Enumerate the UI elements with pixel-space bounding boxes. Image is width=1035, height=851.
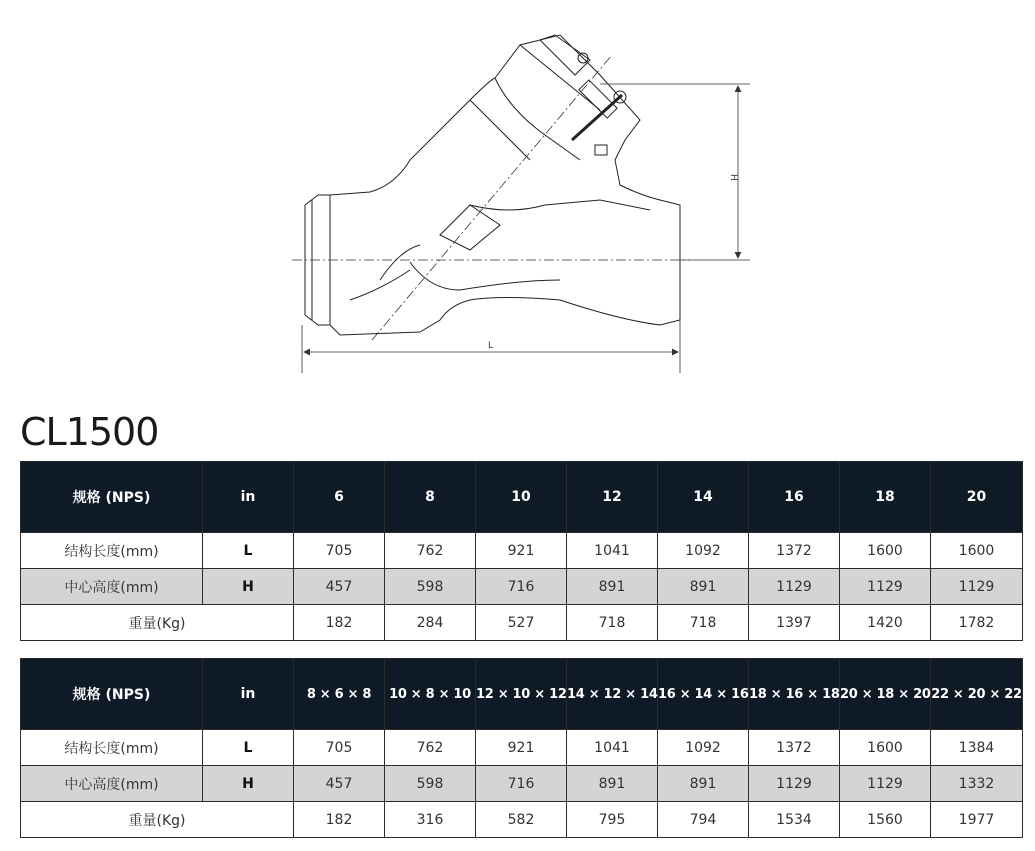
size-header: 6	[294, 462, 385, 533]
row-label: 结构长度(mm)	[21, 730, 203, 766]
table-cell: 762	[385, 730, 476, 766]
model-title: CL1500	[20, 410, 159, 454]
table-cell: 1600	[931, 533, 1023, 569]
table-cell: 1129	[840, 569, 931, 605]
table-cell: 718	[658, 605, 749, 641]
bonnet	[540, 35, 590, 75]
spec-table-1	[20, 461, 1023, 641]
size-header: 16 × 14 × 16	[658, 659, 749, 730]
row-label: 中心高度(mm)	[21, 569, 203, 605]
row-label: 重量(Kg)	[21, 605, 294, 641]
table-cell: 1782	[931, 605, 1023, 641]
table-cell: 762	[385, 533, 476, 569]
table-cell: 891	[658, 569, 749, 605]
size-header: 22 × 20 × 22	[931, 659, 1023, 730]
table-cell: 1420	[840, 605, 931, 641]
table-row-weight	[21, 802, 1023, 838]
table-cell: 1397	[749, 605, 840, 641]
table-header-row	[21, 462, 1023, 533]
size-header: 12 × 10 × 12	[476, 659, 567, 730]
table-cell: 716	[476, 569, 567, 605]
table-cell: 921	[476, 533, 567, 569]
size-header: 20 × 18 × 20	[840, 659, 931, 730]
row-code: H	[203, 766, 294, 802]
row-label: 结构长度(mm)	[21, 533, 203, 569]
table-cell: 794	[658, 802, 749, 838]
table-cell: 1560	[840, 802, 931, 838]
row-code: L	[203, 730, 294, 766]
size-header: 18	[840, 462, 931, 533]
table-cell: 1129	[931, 569, 1023, 605]
table-cell: 718	[567, 605, 658, 641]
table-cell: 1332	[931, 766, 1023, 802]
table-cell: 457	[294, 569, 385, 605]
table-cell: 1372	[749, 730, 840, 766]
table-cell: 891	[658, 766, 749, 802]
table-cell: 921	[476, 730, 567, 766]
table-cell: 182	[294, 802, 385, 838]
unit-header: in	[203, 462, 294, 533]
table-cell: 891	[567, 766, 658, 802]
table-row-length	[21, 730, 1023, 766]
table-cell: 1600	[840, 730, 931, 766]
table-header-row	[21, 659, 1023, 730]
table-cell: 1977	[931, 802, 1023, 838]
table-cell: 716	[476, 766, 567, 802]
table-cell: 1092	[658, 730, 749, 766]
table-cell: 1129	[749, 766, 840, 802]
bolt	[572, 95, 622, 140]
table-row-length	[21, 533, 1023, 569]
row-code: H	[203, 569, 294, 605]
table-cell: 598	[385, 766, 476, 802]
dimension-l-label: L	[488, 341, 494, 351]
size-header: 16	[749, 462, 840, 533]
size-header: 8 × 6 × 8	[294, 659, 385, 730]
table-cell: 527	[476, 605, 567, 641]
valve-drawing-svg	[0, 0, 1035, 385]
table-cell: 1092	[658, 533, 749, 569]
size-header: 14 × 12 × 14	[567, 659, 658, 730]
table-cell: 1129	[840, 766, 931, 802]
table-cell: 1129	[749, 569, 840, 605]
table-cell: 1600	[840, 533, 931, 569]
table-row-weight	[21, 605, 1023, 641]
spec-label-header: 规格 (NPS)	[21, 659, 203, 730]
table-cell: 1041	[567, 533, 658, 569]
valve-body	[330, 35, 680, 335]
table-cell: 182	[294, 605, 385, 641]
table-row-height	[21, 766, 1023, 802]
row-code: L	[203, 533, 294, 569]
size-header: 20	[931, 462, 1023, 533]
size-header: 10	[476, 462, 567, 533]
table-cell: 1534	[749, 802, 840, 838]
size-header: 18 × 16 × 18	[749, 659, 840, 730]
table-cell: 705	[294, 730, 385, 766]
stem-centerline	[372, 55, 612, 340]
dimension-h-label: H	[728, 174, 738, 181]
table-cell: 316	[385, 802, 476, 838]
row-label: 重量(Kg)	[21, 802, 294, 838]
table-cell: 284	[385, 605, 476, 641]
table-cell: 1372	[749, 533, 840, 569]
table-row-height	[21, 569, 1023, 605]
row-label: 中心高度(mm)	[21, 766, 203, 802]
size-header: 8	[385, 462, 476, 533]
table-cell: 582	[476, 802, 567, 838]
size-header: 12	[567, 462, 658, 533]
table-cell: 598	[385, 569, 476, 605]
table-cell: 457	[294, 766, 385, 802]
size-header: 14	[658, 462, 749, 533]
table-cell: 1384	[931, 730, 1023, 766]
unit-header: in	[203, 659, 294, 730]
size-header: 10 × 8 × 10	[385, 659, 476, 730]
table-cell: 795	[567, 802, 658, 838]
table-cell: 891	[567, 569, 658, 605]
spec-label-header: 规格 (NPS)	[21, 462, 203, 533]
table-cell: 1041	[567, 730, 658, 766]
table-cell: 705	[294, 533, 385, 569]
flange	[579, 80, 617, 118]
spec-table-2	[20, 658, 1023, 838]
valve-drawing	[0, 0, 1035, 385]
